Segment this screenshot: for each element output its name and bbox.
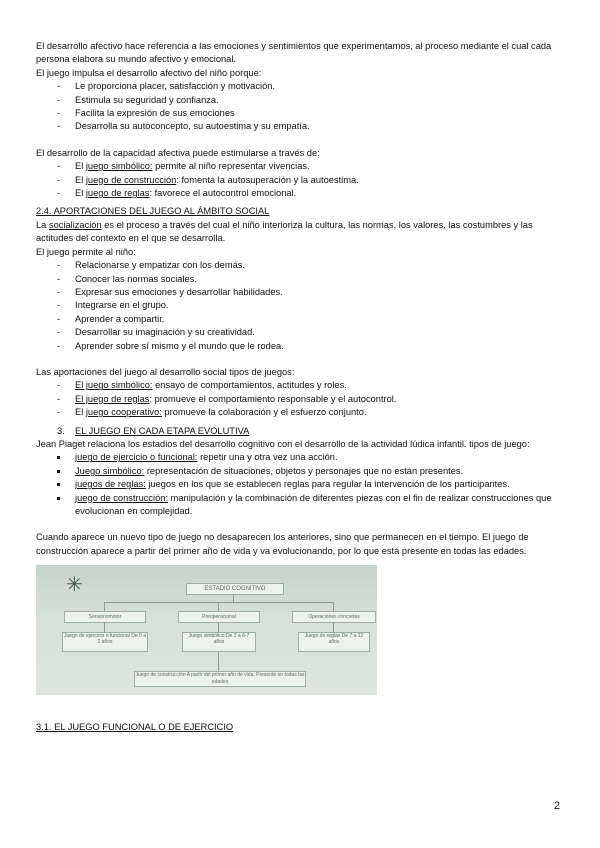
diagram-photo <box>36 565 377 695</box>
intro-lead: El juego impulsa el desarrollo afectivo del niño porque: <box>36 67 262 78</box>
intro-paragraph: El desarrollo afectivo hace referencia a las emociones y sentimientos que experimentamos, al proceso mediante el cual cada persona elabora su mundo afectivo y emocional. <box>36 41 552 65</box>
term: socialización <box>48 219 102 230</box>
diagram-root: ESTADIO COGNITIVO <box>186 583 284 595</box>
social-paragraph: La socialización es el proceso a través del cual el niño interioriza la cultura, las normas, los valores, las costumbres y las actitudes del contexto en el que se desarrolla. <box>36 219 533 244</box>
list-item: - Conocer las normas sociales. <box>36 273 566 286</box>
diagram-stage: Operaciones concretas <box>292 611 376 623</box>
list-item: - El juego simbólico: permite al niño representar vivencias. <box>36 160 566 173</box>
afectiva-lead: El desarrollo de la capacidad afectiva puede estimularse a través de: <box>36 147 320 158</box>
term: juego cooperativo: <box>85 407 162 418</box>
list-item: - El juego de reglas: promueve el comportamiento responsable y el autocontrol. <box>36 393 566 406</box>
list-item: - El juego simbólico: ensayo de comportamientos, actitudes y roles. <box>36 379 566 392</box>
social-lead: El juego permite al niño: <box>36 246 136 257</box>
afectiva-list <box>36 160 566 200</box>
term: juego simbólico: <box>85 161 153 172</box>
list-item: - El juego cooperativo: promueve la colaboración y el esfuerzo conjunto. <box>36 406 566 419</box>
term: juego de construcción <box>85 174 177 185</box>
list-item: - Facilita la expresión de sus emociones <box>36 107 566 120</box>
list-item: - Integrarse en el grupo. <box>36 299 566 312</box>
intro-list <box>36 80 566 134</box>
social-types-list <box>36 379 566 419</box>
diagram-game: Juego simbólico De 2 a 6-7 años <box>182 632 256 652</box>
diagram-stage: Sensoriomotor <box>64 611 146 623</box>
list-item: - Desarrollar su imaginación y su creatividad. <box>36 326 566 339</box>
etapa-paragraph: Jean Piaget relaciona los estadios del desarrollo cognitivo con el desarrollo de la actividad lúdica infantil. tipos de juego: <box>36 438 530 449</box>
etapa-paragraph-2: Cuando aparece un nuevo tipo de juego no desaparecen los anteriores, sino que permanecen en el tiempo. El juego de construcción aparece a partir del primer año de vida y va evolucionando, por lo que está presente en todas las edades. <box>36 532 529 556</box>
asterisk-icon: ✳ <box>66 574 83 597</box>
list-item: - El juego de reglas: favorece el autocontrol emocional. <box>36 187 566 200</box>
diagram-game: Juego de ejercicio o funcional De 0 a 2 años <box>62 632 148 652</box>
term: juego de reglas <box>85 188 150 199</box>
term: juego de ejercicio o funcional: <box>75 452 198 463</box>
section-heading-functional: 3.1. EL JUEGO FUNCIONAL O DE EJERCICIO <box>36 722 234 733</box>
list-item: - Relacionarse y empatizar con los demás. <box>36 259 566 272</box>
term: Juego simbólico: <box>75 465 145 476</box>
diagram-bottom: Juego de construcción A partir del primer año de vida. Presente en todas las edades <box>135 672 305 686</box>
list-item: juego de ejercicio o funcional: repetir una y otra vez una acción. <box>36 451 566 464</box>
list-item: - El juego de construcción: fomenta la autosuperación y la autoestima. <box>36 174 566 187</box>
social-list <box>36 259 566 353</box>
list-item: - Desarrolla su autoconcepto, su autoestima y su empatía. <box>36 120 566 133</box>
list-item: - Estimula su seguridad y confianza. <box>36 94 566 107</box>
diagram-stage: Preoperacional <box>178 611 260 623</box>
term: El juego de reglas <box>75 393 150 404</box>
list-item: - Aprender a compartir. <box>36 313 566 326</box>
section-heading-social: 2.4. APORTACIONES DEL JUEGO AL ÁMBITO SOCIAL <box>36 206 270 217</box>
list-item: juegos de reglas: juegos en los que se establecen reglas para regular la intervención de los participantes. <box>36 478 566 491</box>
list-item: - Aprender sobre sí mismo y el mundo que le rodea. <box>36 340 566 353</box>
diagram-game: Juego de reglas De 7 a 12 años <box>298 632 370 652</box>
list-item: - Le proporciona placer, satisfacción y motivación. <box>36 80 566 93</box>
section-heading-etapa: 3. EL JUEGO EN CADA ETAPA EVOLUTIVA <box>57 425 250 436</box>
etapa-list <box>36 451 566 518</box>
term: juegos de reglas: <box>75 479 146 490</box>
list-item: Juego simbólico: representación de situaciones, objetos y personajes que no están presentes. <box>36 465 566 478</box>
page-number: 2 <box>553 800 560 812</box>
list-item: juego de construcción: manipulación y la combinación de diferentes piezas con el fin de realizar construcciones que evolucionan en complejidad. <box>36 492 566 519</box>
term: El juego simbólico: <box>75 380 153 391</box>
social-types-lead: Las aportaciones del juego al desarrollo social tipos de juegos: <box>36 366 295 377</box>
term: juego de construcción: <box>75 492 169 503</box>
list-item: - Expresar sus emociones y desarrollar habilidades. <box>36 286 566 299</box>
document-page <box>36 40 566 735</box>
